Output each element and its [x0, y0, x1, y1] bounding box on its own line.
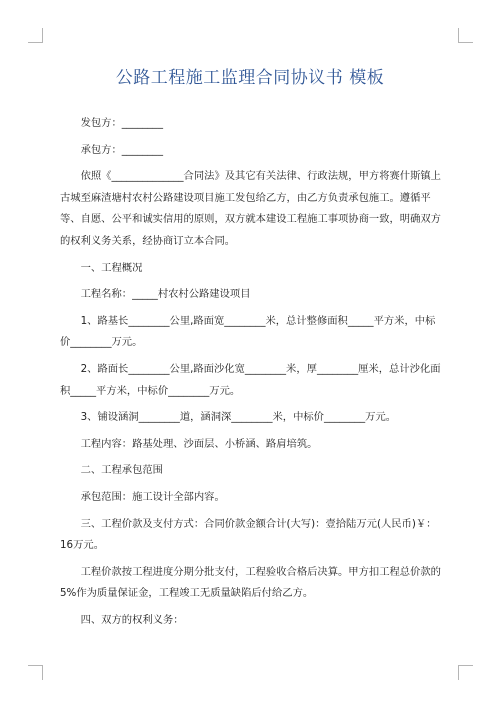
item-roadbed: 1、路基长________公里,路面宽________米，总计整修面积_____平方米，中标价________万元。	[60, 314, 436, 349]
section-heading-rights-obligations: 四、双方的权利义务：	[80, 613, 184, 626]
project-content-line: 工程内容：路基处理、沙面层、小桥涵、路肩培筑。	[80, 437, 318, 450]
crop-mark-top-right	[458, 28, 473, 43]
contractor-line: 承包方：________	[80, 143, 163, 156]
document-body	[60, 113, 442, 631]
section-heading-project-overview: 一、工程概况	[80, 261, 143, 274]
employer-line: 发包方：________	[80, 117, 163, 129]
payment-terms-paragraph: 工程价款按工程进度分期分批支付，工程验收合格后决算。甲方扣工程总价款的5%作为质量保证金，工程竣工无质量缺陷后付给乙方。	[60, 565, 441, 600]
crop-mark-bottom-right	[458, 665, 473, 680]
item-pavement: 2、路面长________公里,路面沙化宽________米，厚________厘米，总计沙化面积_____平方米，中标价________万元。	[60, 362, 441, 397]
section-heading-scope: 二、工程承包范围	[80, 464, 163, 477]
preamble-paragraph: 依照《______________合同法》及其它有关法律、行政法规，甲方将赛什斯镇上古城至麻渣塘村农村公路建设项目施工发包给乙方，由乙方负责承包施工。遵循平等、自愿、公平和诚实信用的原则，双方就本建设工程施工事项协商一致，明确双方的权利义务关系，经协商订立本合同。	[60, 170, 441, 247]
item-culvert: 3、铺设涵洞________道，涵洞深________米，中标价________万元。	[80, 411, 397, 424]
crop-mark-top-left	[28, 28, 43, 43]
project-name-line: 工程名称：_____村农村公路建设项目	[80, 288, 251, 301]
document-title: 公路工程施工监理合同协议书 模板	[115, 68, 385, 88]
section-heading-price-payment: 三、工程价款及支付方式：合同价款金额合计(大写)：壹拾陆万元(人民币)￥：16万元。	[60, 517, 437, 552]
scope-line: 承包范围：施工设计全部内容。	[80, 490, 225, 503]
crop-mark-bottom-left	[28, 665, 43, 680]
